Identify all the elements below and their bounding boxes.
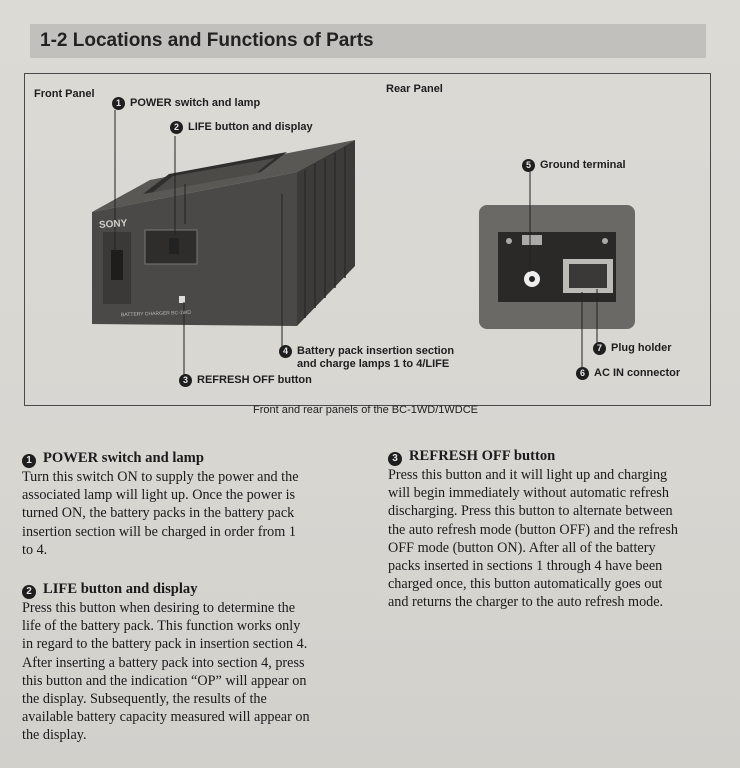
callout-number: 7 [593,342,606,355]
figure-caption: Front and rear panels of the BC-1WD/1WDCE [253,404,478,416]
section-heading-bar [30,24,706,58]
callout-power [112,97,260,110]
callout-text: POWER switch and lamp [130,97,261,109]
callout-text-line: Battery pack insertion section [297,345,455,357]
section-title: 1-2 Locations and Functions of Parts [40,30,374,51]
callout-plug-holder [593,342,672,355]
desc-refresh-off [388,447,678,612]
callout-text: REFRESH OFF button [197,374,312,386]
desc-refresh-title: 3 REFRESH OFF button [388,447,678,466]
device-model: BATTERY CHARGER BC-1WD [120,309,192,319]
callout-text: LIFE button and display [188,121,313,133]
callout-insertion-section [279,345,454,371]
desc-life-body: Press this button when desiring to determine the life of the battery pack. This function works only in regard to the battery pack in insertion section 4. After inserting a battery pack into section 4, press this button and the indication “OP” will appear on the display. Subsequently, the results of the available battery capacity measured will appear on the display. [22,600,310,744]
desc-number: 2 [22,585,36,599]
front-panel-label: Front Panel [34,88,95,100]
figure-frame [24,73,711,406]
callout-ac-in [576,367,680,380]
callout-life [170,121,313,134]
callout-text-line: and charge lamps 1 to 4/LIFE [297,358,450,370]
desc-number: 3 [388,452,402,466]
desc-number: 1 [22,454,36,468]
callout-text: AC IN connector [594,367,681,379]
callout-number: 3 [179,374,192,387]
callout-number: 5 [522,159,535,172]
callout-ground-terminal [522,159,626,172]
callout-number: 2 [170,121,183,134]
callout-number: 4 [279,345,292,358]
desc-life-title: 2 LIFE button and display [22,580,310,599]
device-brand: SONY [98,218,128,231]
desc-power-title: 1 POWER switch and lamp [22,449,299,468]
callout-number: 6 [576,367,589,380]
rear-panel-label: Rear Panel [386,83,443,95]
callout-refresh-off [179,374,312,387]
desc-refresh-body: Press this button and it will light up and charging will begin immediately without automatic refresh discharging. Press this button to alternate between the auto refresh mode (button OFF) and the refresh OFF mode (button ON). After all of the battery packs inserted in sections 1 through 4 have been charged once, this button automatically goes out and returns the charger to the auto refresh mode. [388,467,678,611]
front-charger-drawing [92,110,355,379]
callout-number: 1 [112,97,125,110]
desc-life [22,580,310,745]
desc-power-body: Turn this switch ON to supply the power and the associated lamp will light up. Once the power is turned ON, the battery packs in the battery pack insertion section will be charged in order from 1 to 4. [22,469,299,558]
callout-text: Ground terminal [540,159,626,171]
callout-text: Plug holder [611,342,672,354]
desc-power [22,449,299,559]
